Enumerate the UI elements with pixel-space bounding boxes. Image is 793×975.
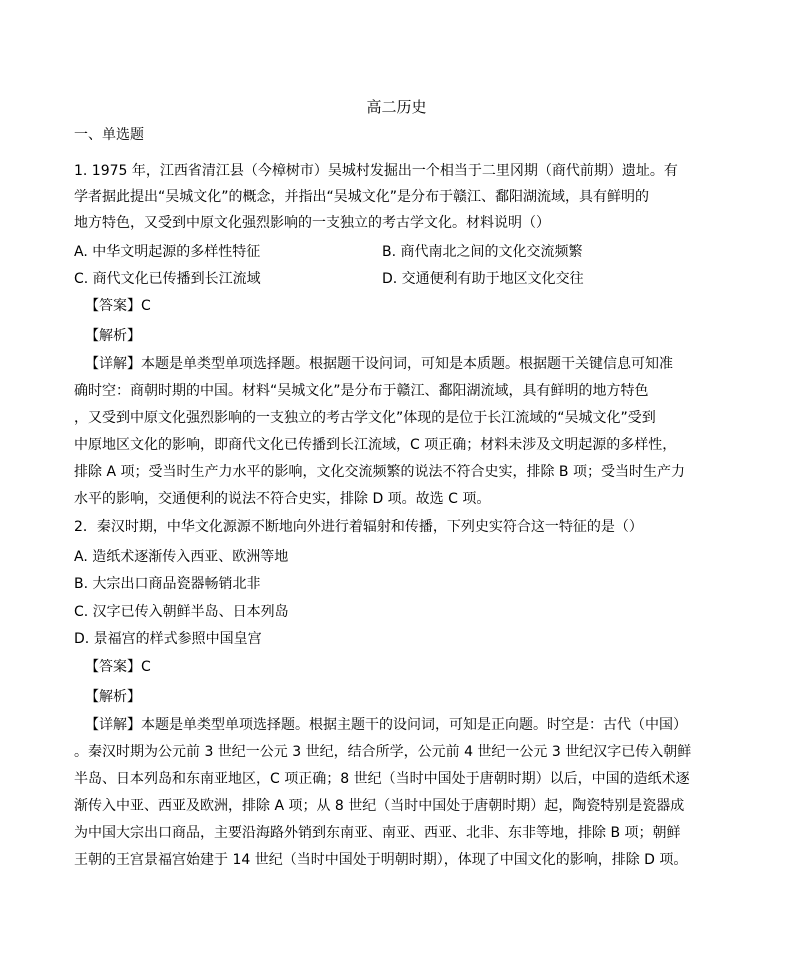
q1-detail-line-5: 排除 A 项；受当时生产力水平的影响，文化交流频繁的说法不符合史实，排除 B 项；受当时生产力 [74,464,685,480]
page-title: 高二历史 [366,98,427,116]
section-heading: 一、单选题 [74,127,144,143]
q1-option-c: C. 商代文化已传播到长江流域 [74,271,261,287]
q2-option-a: A. 造纸术逐渐传入西亚、欧洲等地 [74,549,289,565]
q2-detail-line-4: 渐传入中亚、西亚及欧洲，排除 A 项；从 8 世纪（当时中国处于唐朝时期）起，陶瓷特别是瓷器成 [74,798,685,814]
q2-detail-line-3: 半岛、日本列岛和东南亚地区，C 项正确；8 世纪（当时中国处于唐朝时期）以后，中国的造纸术逐 [74,771,690,787]
q1-stem-line-3: 地方特色，又受到中原文化强烈影响的一支独立的考古学文化。材料说明（） [74,215,550,231]
q2-analysis-label: 【解析】 [85,689,141,705]
q2-stem: 2．秦汉时期，中华文化源源不断地向外进行着辐射和传播，下列史实符合这一特征的是（） [74,519,643,535]
q1-detail-line-1: 【详解】本题是单类型单项选择题。根据题干设问词，可知是本质题。根据题干关键信息可知准 [85,356,673,372]
q1-detail-line-4: 中原地区文化的影响，即商代文化已传播到长江流域，C 项正确；材料未涉及文明起源的多样性， [74,437,677,453]
q2-detail-line-6: 王朝的王宫景福宫始建于 14 世纪（当时中国处于明朝时期），体现了中国文化的影响，排除 D 项。 [74,852,688,868]
q1-option-a: A. 中华文明起源的多样性特征 [74,244,261,260]
q1-option-d: D. 交通便利有助于地区文化交往 [382,271,584,287]
q1-detail-line-3: ，又受到中原文化强烈影响的一支独立的考古学文化”体现的是位于长江流域的“吴城文化”受到 [74,410,656,426]
q1-detail-line-2: 确时空：商朝时期的中国。材料“吴城文化”是分布于赣江、鄱阳湖流域，具有鲜明的地方特色 [74,383,649,399]
q2-detail-line-2: 。秦汉时期为公元前 3 世纪一公元 3 世纪，结合所学，公元前 4 世纪一公元 3 世纪汉字已传入朝鲜 [74,744,692,760]
q2-option-b: B. 大宗出口商品瓷器畅销北非 [74,576,261,592]
q1-detail-line-6: 水平的影响，交通便利的说法不符合史实，排除 D 项。故选 C 项。 [74,491,491,507]
q2-answer: 【答案】C [85,659,151,675]
q1-option-b: B. 商代南北之间的文化交流频繁 [382,244,583,260]
q1-stem-line-1: 1. 1975 年，江西省清江县（今樟树市）吴城村发掘出一个相当于二里冈期（商代前期）遗址。有 [74,163,678,179]
q2-option-d: D. 景福宫的样式参照中国皇宫 [74,631,262,647]
q2-detail-line-5: 为中国大宗出口商品，主要沿海路外销到东南亚、南亚、西亚、北非、东非等地，排除 B 项；朝鲜 [74,825,681,841]
q2-option-c: C. 汉字已传入朝鲜半岛、日本列岛 [74,604,289,620]
q2-detail-line-1: 【详解】本题是单类型单项选择题。根据主题干的设问词，可知是正向题。时空是：古代（中国） [85,717,687,733]
q1-stem-line-2: 学者据此提出“吴城文化”的概念，并指出“吴城文化”是分布于赣江、鄱阳湖流域，具有鲜明的 [74,189,650,205]
q1-answer: 【答案】C [85,298,151,314]
q1-analysis-label: 【解析】 [85,328,141,344]
